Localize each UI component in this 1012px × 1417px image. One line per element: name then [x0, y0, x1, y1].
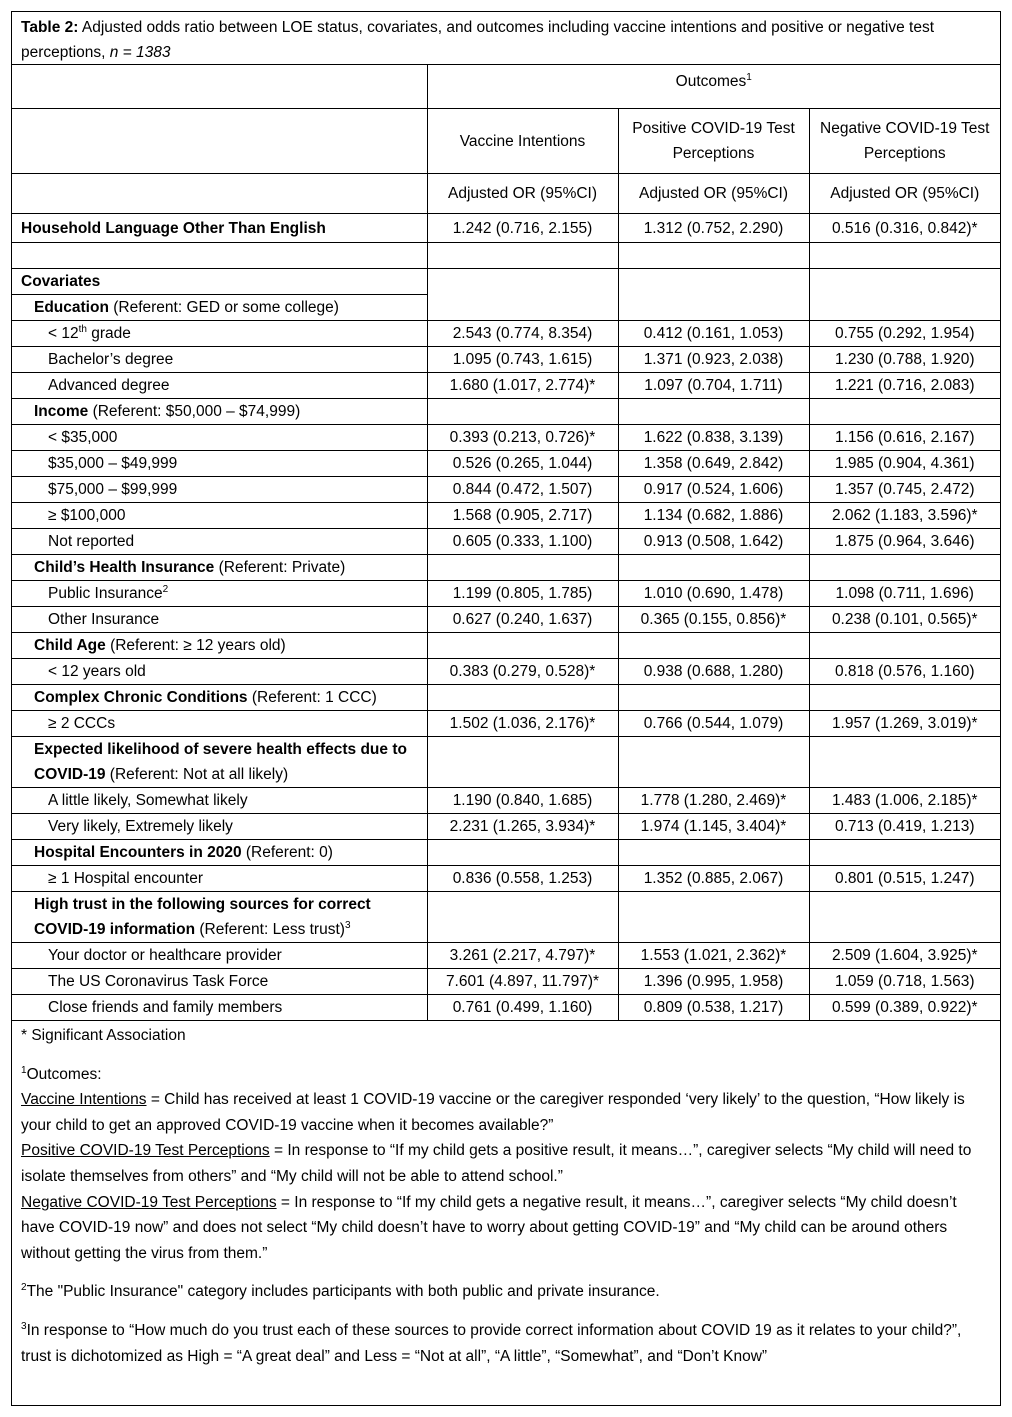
row-label-text: < 12 years old: [48, 663, 146, 680]
empty-cell: [809, 633, 1000, 659]
odds-ratio-cell: 1.156 (0.616, 2.167): [809, 425, 1000, 451]
definition-text: = In response to “If my child gets a positive result, it means…”, caregiver selects “My child will need to isolate themselves from others” and “My child will not be able to attend school.”: [21, 1142, 972, 1185]
group-header-row: [12, 295, 1000, 321]
covariates-label: Covariates: [12, 269, 427, 295]
header-blank: [12, 109, 427, 174]
odds-ratio-cell: 0.818 (0.576, 1.160): [809, 659, 1000, 685]
odds-ratio-cell: 2.509 (1.604, 3.925)*: [809, 943, 1000, 969]
empty-cell: [809, 685, 1000, 711]
note-sup: 3: [21, 1320, 27, 1332]
odds-ratio-cell: 1.059 (0.718, 1.563): [809, 969, 1000, 995]
table-row: [12, 347, 1000, 373]
spacer-cell: [12, 243, 427, 269]
odds-ratio-cell: 0.393 (0.213, 0.726)*: [427, 425, 618, 451]
row-label: [12, 969, 427, 995]
row-label: [12, 711, 427, 737]
odds-ratio-cell: 1.221 (0.716, 2.083): [809, 373, 1000, 399]
row-label: [12, 659, 427, 685]
odds-ratio-cell: 2.231 (1.265, 3.934)*: [427, 814, 618, 840]
subheader-or: Adjusted OR (95%CI): [809, 174, 1000, 214]
group-referent: (Referent: 0): [241, 844, 333, 861]
table-row: [12, 788, 1000, 814]
odds-ratio-cell: 1.622 (0.838, 3.139): [618, 425, 809, 451]
group-header-row: [12, 555, 1000, 581]
note-sup: 2: [21, 1282, 27, 1294]
row-label-text: The US Coronavirus Task Force: [48, 973, 269, 990]
trust-note: [21, 1318, 991, 1369]
row-label-text: Public Insurance: [48, 585, 163, 602]
definition-term: Vaccine Intentions: [21, 1091, 147, 1109]
group-referent: (Referent: $50,000 – $74,999): [88, 403, 301, 420]
negative-perceptions-definition: [21, 1190, 991, 1267]
row-label-text: A little likely, Somewhat likely: [48, 792, 248, 809]
main-row-value: 0.516 (0.316, 0.842)*: [809, 214, 1000, 243]
group-header-row: [12, 892, 1000, 943]
row-label-text: Other Insurance: [48, 611, 160, 628]
row-label-text: ≥ 1 Hospital encounter: [48, 870, 203, 887]
table-row: [12, 373, 1000, 399]
row-label: [12, 581, 427, 607]
row-label: [12, 943, 427, 969]
odds-ratio-cell: 1.098 (0.711, 1.696): [809, 581, 1000, 607]
empty-cell: [618, 737, 809, 788]
odds-ratio-cell: 1.095 (0.743, 1.615): [427, 347, 618, 373]
insurance-note-text: The "Public Insurance" category includes participants with both public and private insurance.: [26, 1283, 660, 1301]
outcomes-label: Outcomes: [675, 73, 747, 90]
group-header-row: [12, 685, 1000, 711]
definition-text: = In response to “If my child gets a negative result, it means…”, caregiver selects “My child doesn’t have COVID-19 now” and does not select “My child doesn’t have to worry about getting COVID-19” and “My child can be around others without getting the virus from them.”: [21, 1193, 957, 1262]
group-referent: (Referent: ≥ 12 years old): [105, 637, 286, 654]
table-row: [12, 943, 1000, 969]
empty-cell: [809, 892, 1000, 943]
definition-text: = Child has received at least 1 COVID-19 vaccine or the caregiver responded ‘very likely’ to the question, “How likely is your child to get an approved COVID-19 vaccine when it becomes available?”: [21, 1091, 965, 1134]
outcomes-note-title: [21, 1062, 991, 1088]
odds-ratio-table: [12, 64, 1000, 1021]
col-header-positive: Positive COVID-19 Test Perceptions: [618, 109, 809, 174]
table-row: [12, 969, 1000, 995]
odds-ratio-cell: 0.761 (0.499, 1.160): [427, 995, 618, 1021]
odds-ratio-cell: 0.917 (0.524, 1.606): [618, 477, 809, 503]
group-label: [12, 633, 427, 659]
group-label: [12, 737, 427, 788]
odds-ratio-cell: 1.875 (0.964, 3.646): [809, 529, 1000, 555]
odds-ratio-cell: 0.605 (0.333, 1.100): [427, 529, 618, 555]
odds-ratio-cell: 1.680 (1.017, 2.774)*: [427, 373, 618, 399]
note-sup: 1: [21, 1064, 27, 1076]
odds-ratio-cell: 0.809 (0.538, 1.217): [618, 995, 809, 1021]
empty-cell: [618, 633, 809, 659]
odds-ratio-cell: 1.502 (1.036, 2.176)*: [427, 711, 618, 737]
row-label-text: grade: [86, 325, 131, 342]
group-name: Complex Chronic Conditions: [34, 689, 248, 706]
table-row: [12, 995, 1000, 1021]
row-label: [12, 425, 427, 451]
row-label-text: $35,000 – $49,999: [48, 455, 178, 472]
odds-ratio-cell: 1.358 (0.649, 2.842): [618, 451, 809, 477]
table-row: [12, 866, 1000, 892]
table-row: [12, 581, 1000, 607]
col-header-vaccine: Vaccine Intentions: [427, 109, 618, 174]
empty-cell: [809, 399, 1000, 425]
empty-cell: [618, 840, 809, 866]
row-label: [12, 607, 427, 633]
table-row: [12, 529, 1000, 555]
row-label-text: < 12: [48, 325, 79, 342]
empty-cell: [427, 737, 618, 788]
table-frame: [11, 11, 1001, 1406]
row-label: [12, 814, 427, 840]
caption-n: n = 1383: [105, 44, 171, 61]
table-row: [12, 814, 1000, 840]
definition-term: Negative COVID-19 Test Perceptions: [21, 1193, 277, 1211]
odds-ratio-cell: 1.190 (0.840, 1.685): [427, 788, 618, 814]
table-row: [12, 659, 1000, 685]
empty-cell: [427, 295, 618, 321]
odds-ratio-cell: 0.755 (0.292, 1.954): [809, 321, 1000, 347]
odds-ratio-cell: 0.801 (0.515, 1.247): [809, 866, 1000, 892]
group-label: [12, 399, 427, 425]
table-row: [12, 451, 1000, 477]
group-name: Education: [34, 299, 109, 316]
col-header-negative: Negative COVID-19 Test Perceptions: [809, 109, 1000, 174]
insurance-note: [21, 1279, 991, 1305]
row-label: [12, 788, 427, 814]
odds-ratio-cell: 1.199 (0.805, 1.785): [427, 581, 618, 607]
group-name: Hospital Encounters in 2020: [34, 844, 242, 861]
empty-cell: [809, 555, 1000, 581]
odds-ratio-cell: 0.383 (0.279, 0.528)*: [427, 659, 618, 685]
row-label-text: Advanced degree: [48, 377, 170, 394]
empty-cell: [809, 737, 1000, 788]
spacer-cell: [427, 243, 618, 269]
outcomes-note-label: Outcomes:: [26, 1065, 102, 1083]
spacer-cell: [618, 243, 809, 269]
group-label: [12, 892, 427, 943]
group-header-row: [12, 399, 1000, 425]
row-label: [12, 503, 427, 529]
row-label: [12, 347, 427, 373]
empty-cell: [427, 555, 618, 581]
odds-ratio-cell: 1.371 (0.923, 2.038): [618, 347, 809, 373]
row-label-text: Very likely, Extremely likely: [48, 818, 233, 835]
odds-ratio-cell: 1.357 (0.745, 2.472): [809, 477, 1000, 503]
odds-ratio-cell: 1.957 (1.269, 3.019)*: [809, 711, 1000, 737]
row-label-text: Close friends and family members: [48, 999, 283, 1016]
row-label: [12, 995, 427, 1021]
table-row: [12, 477, 1000, 503]
vaccine-intentions-definition: [21, 1087, 991, 1138]
main-row-value: 1.312 (0.752, 2.290): [618, 214, 809, 243]
empty-cell: [427, 269, 618, 295]
group-label: [12, 840, 427, 866]
empty-cell: [618, 685, 809, 711]
definition-term: Positive COVID-19 Test Perceptions: [21, 1142, 270, 1160]
row-label: [12, 373, 427, 399]
group-header-row: [12, 737, 1000, 788]
odds-ratio-cell: 1.396 (0.995, 1.958): [618, 969, 809, 995]
group-referent: (Referent: GED or some college): [108, 299, 339, 316]
outcomes-header: [427, 65, 1000, 109]
row-label-text: Not reported: [48, 533, 135, 550]
group-referent: (Referent: Private): [214, 559, 346, 576]
table-row: [12, 607, 1000, 633]
header-blank: [12, 174, 427, 214]
odds-ratio-cell: 2.062 (1.183, 3.596)*: [809, 503, 1000, 529]
odds-ratio-cell: 1.985 (0.904, 4.361): [809, 451, 1000, 477]
table-notes: [12, 1023, 1000, 1369]
group-name: Child’s Health Insurance: [34, 559, 215, 576]
empty-cell: [618, 295, 809, 321]
odds-ratio-cell: 1.974 (1.145, 3.404)*: [618, 814, 809, 840]
odds-ratio-cell: 0.599 (0.389, 0.922)*: [809, 995, 1000, 1021]
outcomes-sup: 1: [746, 71, 752, 83]
odds-ratio-cell: 0.913 (0.508, 1.642): [618, 529, 809, 555]
odds-ratio-cell: 0.766 (0.544, 1.079): [618, 711, 809, 737]
group-label: [12, 555, 427, 581]
row-label-text: $75,000 – $99,999: [48, 481, 178, 498]
table-row: [12, 321, 1000, 347]
empty-cell: [427, 633, 618, 659]
odds-ratio-cell: 1.568 (0.905, 2.717): [427, 503, 618, 529]
odds-ratio-cell: 0.365 (0.155, 0.856)*: [618, 607, 809, 633]
group-referent: (Referent: 1 CCC): [247, 689, 377, 706]
spacer-cell: [809, 243, 1000, 269]
empty-cell: [618, 555, 809, 581]
empty-cell: [427, 840, 618, 866]
empty-cell: [618, 399, 809, 425]
row-label-sup: 2: [162, 583, 169, 595]
table-row: [12, 503, 1000, 529]
row-label: [12, 866, 427, 892]
group-header-row: [12, 840, 1000, 866]
trust-note-text: In response to “How much do you trust each of these sources to provide correct information about COVID 19 as it relates to your child?”, trust is dichotomized as High = “A great deal” and Less = “Not at all”, “A little”, “Somewhat”, and “Don’t Know”: [21, 1321, 962, 1365]
odds-ratio-cell: 7.601 (4.897, 11.797)*: [427, 969, 618, 995]
row-label: [12, 529, 427, 555]
odds-ratio-cell: 3.261 (2.217, 4.797)*: [427, 943, 618, 969]
odds-ratio-cell: 0.627 (0.240, 1.637): [427, 607, 618, 633]
row-label-text: Your doctor or healthcare provider: [48, 947, 282, 964]
odds-ratio-cell: 0.836 (0.558, 1.253): [427, 866, 618, 892]
group-referent: (Referent: Less trust): [195, 921, 345, 938]
group-name: High trust in the following sources for correct COVID-19 information: [34, 896, 371, 938]
odds-ratio-cell: 0.713 (0.419, 1.213): [809, 814, 1000, 840]
significance-note: * Significant Association: [21, 1027, 186, 1044]
odds-ratio-cell: 0.412 (0.161, 1.053): [618, 321, 809, 347]
table-caption: [12, 12, 1000, 64]
odds-ratio-cell: 0.938 (0.688, 1.280): [618, 659, 809, 685]
odds-ratio-cell: 0.238 (0.101, 0.565)*: [809, 607, 1000, 633]
row-label: [12, 321, 427, 347]
group-name: Income: [34, 403, 89, 420]
odds-ratio-cell: 1.230 (0.788, 1.920): [809, 347, 1000, 373]
empty-cell: [427, 892, 618, 943]
row-label-text: Bachelor’s degree: [48, 351, 174, 368]
group-referent: (Referent: Not at all likely): [105, 766, 289, 783]
main-row-label: Household Language Other Than English: [12, 214, 427, 243]
row-label-text: ≥ 2 CCCs: [48, 715, 116, 732]
group-label: [12, 295, 427, 321]
table-row: [12, 711, 1000, 737]
odds-ratio-cell: 0.844 (0.472, 1.507): [427, 477, 618, 503]
group-name: Child Age: [34, 637, 106, 654]
header-blank: [12, 65, 427, 109]
row-label-sup: th: [78, 323, 87, 335]
group-header-row: [12, 633, 1000, 659]
empty-cell: [809, 295, 1000, 321]
group-name: Expected likelihood of severe health effects due to COVID-19: [34, 741, 407, 783]
odds-ratio-cell: 1.010 (0.690, 1.478): [618, 581, 809, 607]
subheader-or: Adjusted OR (95%CI): [618, 174, 809, 214]
group-label: [12, 685, 427, 711]
main-row-value: 1.242 (0.716, 2.155): [427, 214, 618, 243]
empty-cell: [809, 840, 1000, 866]
odds-ratio-cell: 1.778 (1.280, 2.469)*: [618, 788, 809, 814]
odds-ratio-cell: 1.483 (1.006, 2.185)*: [809, 788, 1000, 814]
odds-ratio-cell: 1.097 (0.704, 1.711): [618, 373, 809, 399]
empty-cell: [427, 399, 618, 425]
odds-ratio-cell: 1.553 (1.021, 2.362)*: [618, 943, 809, 969]
odds-ratio-cell: 2.543 (0.774, 8.354): [427, 321, 618, 347]
empty-cell: [427, 685, 618, 711]
caption-label: Table 2:: [21, 19, 79, 36]
row-label: [12, 477, 427, 503]
positive-perceptions-definition: [21, 1138, 991, 1189]
empty-cell: [618, 892, 809, 943]
caption-text: Adjusted odds ratio between LOE status, covariates, and outcomes including vaccine intentions and positive or negative test perceptions,: [21, 19, 935, 61]
table-row: [12, 425, 1000, 451]
odds-ratio-cell: 1.134 (0.682, 1.886): [618, 503, 809, 529]
row-label-text: < $35,000: [48, 429, 118, 446]
odds-ratio-cell: 1.352 (0.885, 2.067): [618, 866, 809, 892]
subheader-or: Adjusted OR (95%CI): [427, 174, 618, 214]
row-label-text: ≥ $100,000: [48, 507, 126, 524]
empty-cell: [809, 269, 1000, 295]
row-label: [12, 451, 427, 477]
empty-cell: [618, 269, 809, 295]
footnote-sup: 3: [344, 919, 351, 931]
odds-ratio-cell: 0.526 (0.265, 1.044): [427, 451, 618, 477]
